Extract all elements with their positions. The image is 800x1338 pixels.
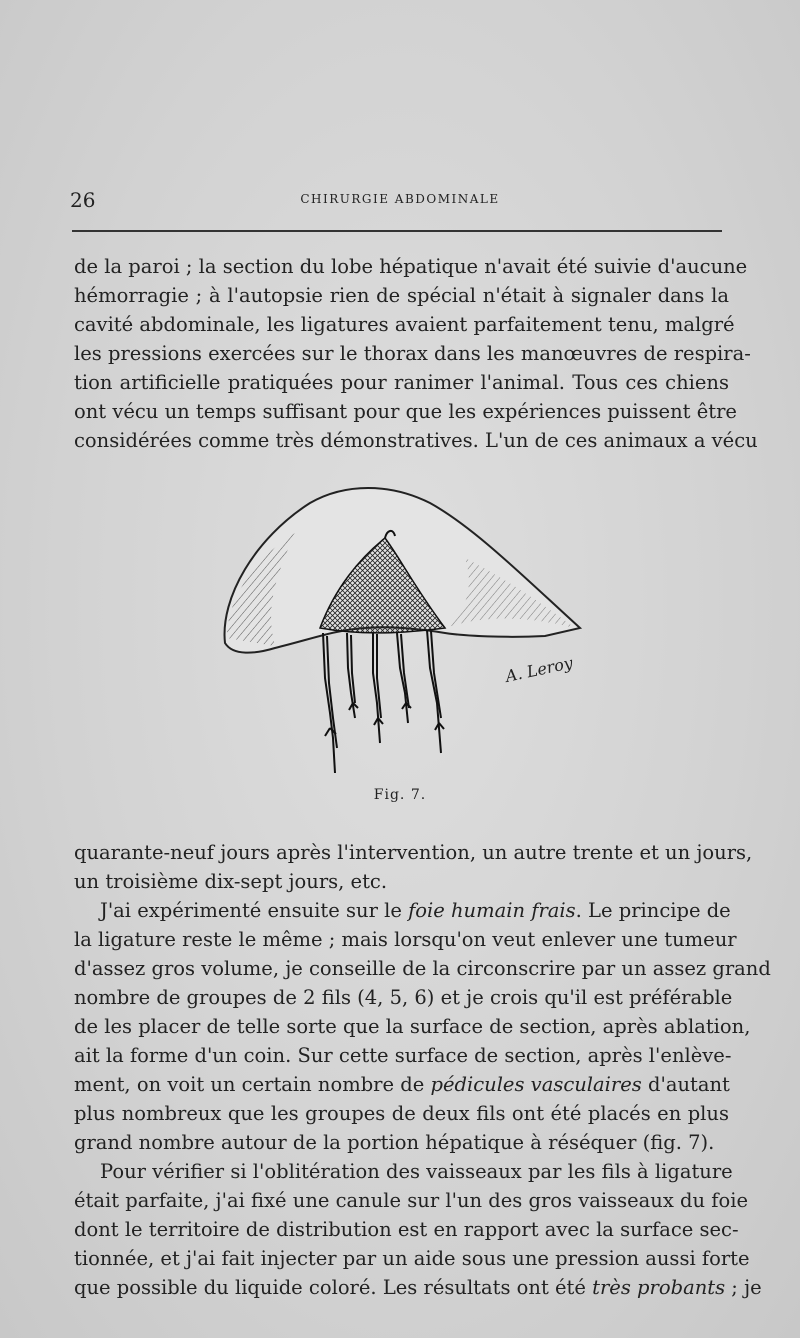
text-line: ment, on voit un certain nombre de pédicules vasculaires d'autant	[74, 1073, 730, 1096]
italic-text: pédicules vasculaires	[430, 1073, 642, 1096]
liver-illustration	[215, 478, 595, 778]
liver-drawing	[215, 478, 595, 778]
text-line: considérées comme très démonstratives. L'un de ces animaux a vécu	[74, 429, 758, 452]
text-line: quarante-neuf jours après l'intervention, un autre trente et un jours,	[74, 841, 753, 864]
text-line: un troisième dix-sept jours, etc.	[74, 870, 388, 893]
paragraph-3	[74, 896, 771, 1157]
text-line: hémorragie ; à l'autopsie rien de spécial n'était à signaler dans la	[74, 284, 729, 307]
paragraph-2	[74, 838, 753, 896]
text-line: dont le territoire de distribution est en rapport avec la surface sec-	[74, 1218, 739, 1241]
text-line: cavité abdominale, les ligatures avaient parfaitement tenu, malgré	[74, 313, 735, 336]
text-line: ait la forme d'un coin. Sur cette surface de section, après l'enlève-	[74, 1044, 732, 1067]
text-line: plus nombreux que les groupes de deux fils ont été placés en plus	[74, 1102, 729, 1125]
text-line: que possible du liquide coloré. Les résultats ont été très probants ; je	[74, 1276, 762, 1299]
text-line: de la paroi ; la section du lobe hépatique n'avait été suivie d'aucune	[74, 255, 748, 278]
text-line: d'assez gros volume, je conseille de la circonscrire par un assez grand	[74, 957, 771, 980]
text-line: tion artificielle pratiquées pour ranimer l'animal. Tous ces chiens	[74, 371, 729, 394]
text-line: grand nombre autour de la portion hépatique à réséquer (fig. 7).	[74, 1131, 715, 1154]
text-line: ont vécu un temps suffisant pour que les expériences puissent être	[74, 400, 737, 423]
page-number: 26	[70, 188, 96, 212]
text-line: tionnée, et j'ai fait injecter par un aide sous une pression aussi forte	[74, 1247, 750, 1270]
text-line: J'ai expérimenté ensuite sur le foie humain frais. Le principe de	[100, 899, 731, 922]
artist-signature: A. Leroy	[503, 653, 575, 686]
paragraph-1	[74, 252, 758, 455]
figure-caption: Fig. 7.	[373, 787, 427, 803]
text-line: était parfaite, j'ai fixé une canule sur l'un des gros vaisseaux du foie	[74, 1189, 749, 1212]
italic-text: très probants	[592, 1276, 726, 1299]
header-rule	[72, 230, 722, 232]
page-header	[70, 188, 730, 212]
text-line: Pour vérifier si l'oblitération des vaisseaux par les fils à ligature	[100, 1160, 733, 1183]
text-line: nombre de groupes de 2 fils (4, 5, 6) et je crois qu'il est préférable	[74, 986, 733, 1009]
text-line: de les placer de telle sorte que la surface de section, après ablation,	[74, 1015, 751, 1038]
paragraph-4	[74, 1157, 762, 1302]
italic-text: foie humain frais	[408, 899, 576, 922]
running-title: CHIRURGIE ABDOMINALE	[300, 192, 500, 206]
text-line: les pressions exercées sur le thorax dans les manœuvres de respira-	[74, 342, 751, 365]
text-line: la ligature reste le même ; mais lorsqu'on veut enlever une tumeur	[74, 928, 737, 951]
